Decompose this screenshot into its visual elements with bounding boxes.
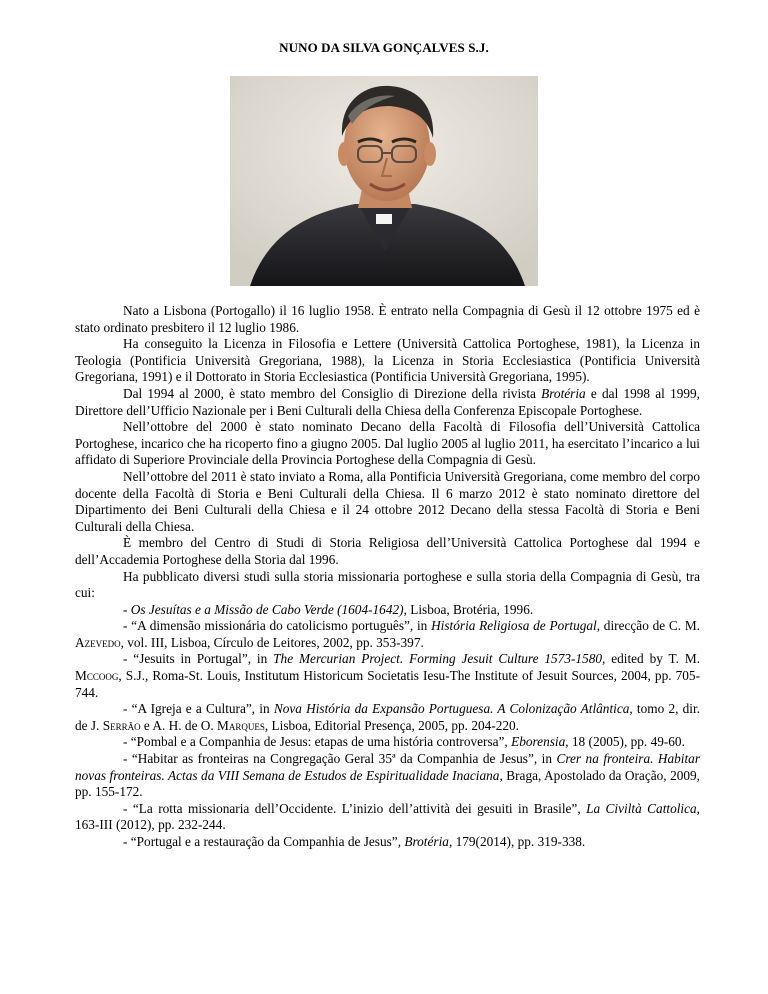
bibliography-item [75,701,700,734]
bibliography-item [75,651,700,701]
biography-text [75,303,700,851]
document-title: NUNO DA SILVA GONÇALVES S.J. [279,40,489,55]
bibliography-item [75,734,700,751]
bib-title: Brotéria [404,834,449,849]
bio-paragraph-2: Ha conseguito la Licenza in Filosofia e Lettere (Università Cattolica Portoghese, 1981), la Licenza in Teologia (Pontificia Università Gregoriana, 1988), la Licenza in Storia Ecclesiastica (Pontificia Università Gregoriana, 1991) e il Dottorato in Storia Ecclesiastica (Pontificia Università Gregoriana, 1995). [75,336,700,385]
bib-text: , 18 (2005), pp. 49-60. [565,734,685,750]
bib-text: - [123,601,131,617]
bio-paragraph-4: Nell’ottobre del 2000 è stato nominato Decano della Facoltà di Filosofia dell’Università Cattolica Portoghese, incarico che ha ricoperto fino a giugno 2005. Dal luglio 2005 al luglio 2011, ha esercitato l’incarico a lui affidato di Superiore Provinciale della Provincia Portoghese della Compagnia di Gesù. [75,419,700,468]
bib-text: - “Portugal e a restauração da Companhia de Jesus”, [123,834,405,849]
bib-author: arques [228,717,265,733]
bib-text: - “A Igreja e a Cultura”, in [123,701,274,717]
bib-text: , 179(2014), pp. 319-338. [448,834,586,849]
bib-title: The Mercurian Project. Forming Jesuit Culture 1573-1580 [273,651,603,667]
bib-author: errão [110,717,141,733]
bib-text: , Lisboa, Editorial Presença, 2005, pp. 204-220. [264,717,519,733]
bib-author: zevedo [84,634,121,650]
bib-text: - “A dimensão missionária do catolicismo português”, in [123,618,432,634]
bib-text: - “Pombal e a Companhia de Jesus: etapas de uma história controversa”, [123,734,512,750]
bib-title: La Civiltà Cattolica [586,800,697,816]
bib-text: e A. H. de O. M [140,717,229,733]
bio-paragraph-3 [75,386,700,419]
bio-paragraph-5: Nell’ottobre del 2011 è stato inviato a Roma, alla Pontificia Università Gregoriana, come membro del corpo docente della Facoltà di Storia e Beni Culturali della Chiesa. Il 6 marzo 2012 è stato nominato direttore del Dipartimento dei Beni Culturali della Chiesa e il 24 ottobre 2012 Decano della stessa Facoltà di Storia e Beni Culturali della Chiesa. [75,468,700,534]
bib-text: - “Habitar as fronteiras na Congregação Geral 35ª da Companhia de Jesus”, in [123,751,557,767]
bibliography-item [75,834,700,851]
bibliography-item [75,602,700,619]
bib-text: , 163-III (2012), pp. 232-244. [75,800,700,833]
bib-text: , vol. III, Lisboa, Círculo de Leitores, 2002, pp. 353-397. [120,634,424,650]
bibliography-item [75,618,700,651]
portrait-image [230,76,538,286]
bib-text: , edited by T. M. M [75,651,700,684]
bio-paragraph-6: È membro del Centro di Studi di Storia Religiosa dell’Università Cattolica Portoghese dal 1994 e dell’Accademia Portoghese della Storia dal 1996. [75,535,700,567]
bib-title: Crer na fronteira. Habitar novas fronteiras. Actas da VIII Semana de Estudos de Espiritualidade Inaciana [75,751,700,783]
bib-title: Eborensia [511,734,566,750]
bib-text: - “La rotta missionaria dell’Occidente. L’inizio dell’attività dei gesuiti in Brasile”, [123,800,587,816]
bib-text: , tomo 2, dir. de J. S [75,701,700,733]
bib-title: Os Jesuítas e a Missão de Cabo Verde (1604-1642) [130,601,404,617]
bio-p3-start: Dal 1994 al 2000, è stato membro del Consiglio di Direzione della rivista [123,385,542,401]
bibliography-item [75,751,700,801]
bio-p3-journal: Brotéria [541,385,586,401]
bio-paragraph-1: Nato a Lisbona (Portogallo) il 16 luglio 1958. È entrato nella Compagnia di Gesù il 12 ottobre 1975 ed è stato ordinato presbitero il 12 luglio 1986. [75,303,700,335]
bio-p3-end: e dal 1998 al 1999, Direttore dell’Ufficio Nazionale per i Beni Culturali della Chiesa della Conferenza Episcopale Portoghese. [75,385,700,418]
bib-text: , S.J., Roma-St. Louis, Institutum Historicum Societatis Iesu-The Institute of Jesuit Sources, 2004, pp. 705-744. [75,668,700,700]
bib-author: ccoog [86,668,119,684]
bio-paragraph-7: Ha pubblicato diversi studi sulla storia missionaria portoghese e sulla storia della Compagnia di Gesù, tra cui: [75,568,700,601]
bib-text: , direcção de C. M. A [75,618,700,650]
bib-title: Nova História da Expansão Portuguesa. A Colonização Atlântica [273,701,630,717]
bib-text: , Braga, Apostolado da Oração, 2009, pp. 155-172. [75,767,700,800]
bib-text: , Lisboa, Brotéria, 1996. [403,601,534,617]
bibliography-item [75,801,700,834]
bib-title: História Religiosa de Portugal [431,618,597,634]
portrait-photo [230,76,538,286]
bib-text: - “Jesuits in Portugal”, in [123,651,274,667]
